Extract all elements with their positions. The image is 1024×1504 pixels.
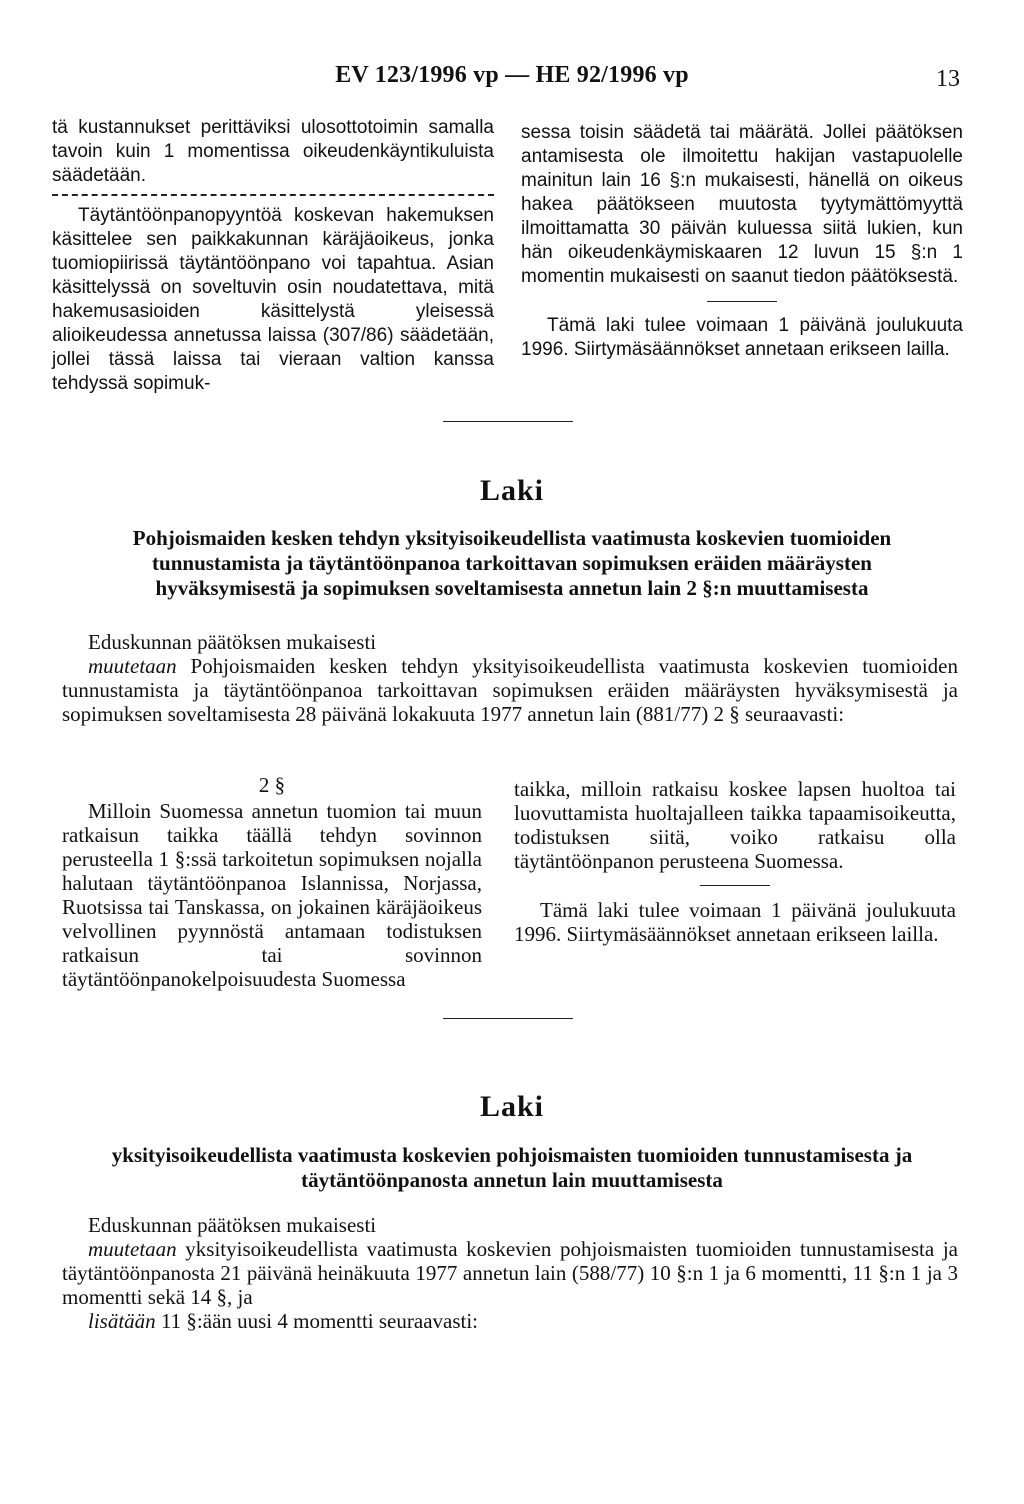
addition-paragraph: [62, 1309, 958, 1333]
amendment-paragraph: [62, 654, 958, 726]
add-text: 11 §:ään uusi 4 momentti seuraavasti:: [155, 1309, 479, 1333]
section-text-right: taikka, milloin ratkaisu koskee lapsen huoltoa tai luovuttamista huoltajalleen taikka tapaamisoikeutta, todistuksen siitä, voiko ratkaisu olla täytäntöönpanon perusteena Suomessa.: [514, 777, 956, 873]
running-header: EV 123/1996 vp — HE 92/1996 vp: [335, 62, 689, 88]
amend-text: Pohjoismaiden kesken tehdyn yksityisoikeudellista vaatimusta koskevien tuomioiden tunnustamista ja täytäntöönpanoa tarkoittavan sopimuksen eräiden määräysten hyväksymisestä ja sopimuksen soveltamisesta 28 päivänä lokakuuta 1977 annetun lain (881/77) 2 § seuraavasti:: [62, 654, 958, 726]
short-rule: [700, 885, 770, 886]
paragraph-enforcement-request: Täytäntöönpanopyyntöä koskevan hakemuksen käsittelee sen paikkakunnan käräjäoikeus, jonka tuomiopiirissä täytäntöönpano voi tapahtua. Asian käsittelyssä on soveltuvin osin noudatettava, mitä hakemusasioiden käsittelystä yleisessä alioikeudessa annetussa laissa (307/86) säädetään, jollei tässä laissa tai vieraan valtion kanssa tehdyssä sopimuk-: [52, 205, 494, 394]
add-keyword: lisätään: [88, 1309, 156, 1333]
section-separator: [443, 1018, 573, 1019]
law-subtitle: Pohjoismaiden kesken tehdyn yksityisoikeudellista vaatimusta koskevien tuomioiden tunnustamista ja täytäntöönpanoa tarkoittavan sopimuksen eräiden määräysten hyväksymisestä ja sopimuksen soveltamisesta annetun lain 2 §:n muuttamisesta: [132, 526, 892, 600]
amend-keyword: muutetaan: [88, 1237, 177, 1261]
section-text-left: Milloin Suomessa annetun tuomion tai muun ratkaisun taikka täällä tehdyn sovinnon perusteella 1 §:ssä tarkoitetun sopimuksen nojalla halutaan täytäntöönpanoa Islannissa, Norjassa, Ruotsissa tai Tanskassa, on jokainen käräjäoikeus velvollinen pyynnöstä antamaan todistuksen ratkaisun tai sovinnon täytäntöönpanokelpoisuudesta Suomessa: [62, 799, 482, 991]
amend-keyword: muutetaan: [88, 654, 177, 678]
section-heading: 2 §: [258, 773, 286, 797]
section-right-column: [514, 777, 956, 946]
dashed-omission-line: [52, 194, 494, 196]
amend-text: yksityisoikeudellista vaatimusta koskevien pohjoismaisten tuomioiden tunnustamisesta ja täytäntöönpanosta 21 päivänä heinäkuuta 1977 annetun lain (588/77) 10 §:n 1 ja 6 momentti, 11 §:n 1 ja 3 momentti sekä 14 §, ja: [62, 1237, 958, 1309]
paragraph-costs: tä kustannukset perittäviksi ulosottotoimin samalla tavoin kuin 1 momentissa oikeudenkäyntikuluista säädetään.: [52, 117, 494, 186]
page-number: 13: [936, 66, 960, 92]
law-subtitle: yksityisoikeudellista vaatimusta koskevien pohjoismaisten tuomioiden tunnustamisesta ja täytäntöönpanosta annetun lain muuttamisesta: [111, 1143, 913, 1192]
decision-line: Eduskunnan päätöksen mukaisesti: [88, 630, 377, 654]
section-separator: [443, 421, 573, 422]
law-preamble: [62, 1213, 958, 1333]
law-preamble: [62, 630, 958, 726]
law-title: Laki: [479, 474, 545, 507]
decision-line: Eduskunnan päätöksen mukaisesti: [88, 1213, 377, 1237]
section-left-column: [62, 773, 482, 991]
paragraph-appeal: sessa toisin säädetä tai määrätä. Jollei päätöksen antamisesta ole ilmoitettu hakijan vastapuolelle mainitun lain 16 §:n mukaisesti, hänellä on oikeus hakea päätökseen muutosta tyytymättömyyttä ilmoittamatta 30 päivän kuluessa siitä lukien, kun hän oikeudenkäymiskaaren 12 luvun 15 §:n 1 momentin mukaisesti on saanut tiedon päätöksestä.: [521, 122, 963, 287]
top-right-column: [521, 121, 963, 362]
paragraph-entry-into-force: Tämä laki tulee voimaan 1 päivänä joulukuuta 1996. Siirtymäsäännökset annetaan erikseen lailla.: [521, 315, 963, 360]
amendment-paragraph: [62, 1237, 958, 1309]
effective-date-paragraph: Tämä laki tulee voimaan 1 päivänä joulukuuta 1996. Siirtymäsäännökset annetaan erikseen lailla.: [514, 898, 956, 946]
short-rule: [707, 301, 777, 302]
top-left-column: [52, 116, 494, 396]
law-title: Laki: [479, 1090, 545, 1123]
